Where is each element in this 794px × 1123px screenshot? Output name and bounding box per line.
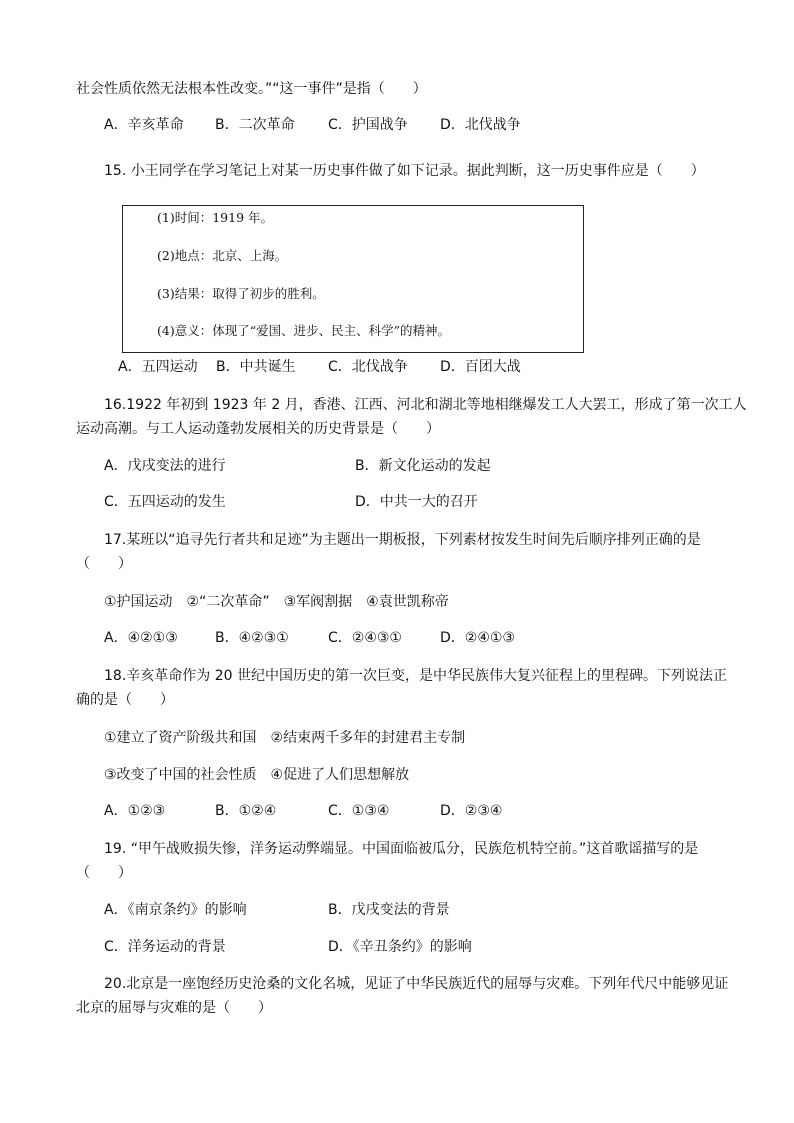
q14-option-c: C．护国战争	[328, 117, 408, 133]
q18-stem-line2: 确的是（ ）	[76, 692, 174, 708]
q19-option-b: B．戊戌变法的背景	[328, 902, 450, 918]
q16-option-a: A．戊戌变法的进行	[104, 458, 226, 474]
q15-option-c: C．北伐战争	[328, 359, 408, 375]
q18-option-d: D．②③④	[440, 803, 503, 819]
q17-items: ①护国运动 ②“二次革命” ③军阀割据 ④袁世凯称帝	[104, 594, 449, 610]
q15-note-box	[122, 205, 584, 353]
q16-stem-line2: 运动高潮。与工人运动蓬勃发展相关的历史背景是（ ）	[76, 421, 440, 437]
q17-option-d: D．②④①③	[440, 630, 515, 646]
q15-option-d: D．百团大战	[440, 359, 521, 375]
q17-stem-line2: （ ）	[76, 556, 132, 572]
q18-option-c: C．①③④	[328, 803, 390, 819]
q20-stem-line1: 20.北京是一座饱经历史沧桑的文化名城，见证了中华民族近代的屈辱与灾难。下列年代尺中能够见证	[104, 976, 729, 992]
q16-option-d: D．中共一大的召开	[355, 494, 478, 510]
q15-note-place: (2)地点：北京、上海。	[157, 248, 288, 263]
q15-note-time: (1)时间：1919 年。	[157, 210, 273, 225]
q16-option-c: C．五四运动的发生	[104, 494, 226, 510]
q14-stem-tail: 社会性质依然无法根本性改变。”“这一事件”是指（ ）	[76, 81, 427, 97]
q18-option-a: A．①②③	[104, 803, 166, 819]
q19-option-a: A．《南京条约》的影响	[104, 902, 247, 918]
q19-stem-line2: （ ）	[76, 865, 132, 881]
q17-option-c: C．②④③①	[328, 630, 402, 646]
q15-stem: 15. 小王同学在学习笔记上对某一历史事件做了如下记录。据此判断，这一历史事件应是（ ）	[104, 163, 705, 179]
q17-option-a: A．④②①③	[104, 630, 178, 646]
q14-option-d: D．北伐战争	[440, 117, 521, 133]
q15-note-meaning: (4)意义：体现了“爱国、进步、民主、科学”的精神。	[157, 323, 450, 338]
q19-option-c: C．洋务运动的背景	[104, 939, 226, 955]
q17-option-b: B．④②③①	[215, 630, 289, 646]
q18-items-line1: ①建立了资产阶级共和国 ②结束两千多年的封建君主专制	[104, 730, 466, 746]
q18-stem-line1: 18.辛亥革命作为 20 世纪中国历史的第一次巨变，是中华民族伟大复兴征程上的里程碑。下列说法正	[104, 668, 727, 684]
q19-stem-line1: 19. “甲午战败损失惨，洋务运动弊端显。中国面临被瓜分，民族危机特空前。”这首歌谣描写的是	[104, 841, 699, 857]
q14-option-b: B．二次革命	[215, 117, 295, 133]
q18-items-line2: ③改变了中国的社会性质 ④促进了人们思想解放	[104, 767, 410, 783]
q15-option-a: A．五四运动	[118, 359, 198, 375]
q20-stem-line2: 北京的屈辱与灾难的是（ ）	[76, 1000, 272, 1016]
q17-stem-line1: 17.某班以“追寻先行者共和足迹”为主题出一期板报，下列素材按发生时间先后顺序排列正确的是	[104, 532, 701, 548]
q16-option-b: B．新文化运动的发起	[355, 458, 491, 474]
q18-option-b: B．①②④	[215, 803, 277, 819]
q19-option-d: D．《辛丑条约》的影响	[328, 939, 472, 955]
q14-option-a: A．辛亥革命	[104, 117, 184, 133]
q15-note-result: (3)结果：取得了初步的胜利。	[157, 286, 325, 301]
q16-stem-line1: 16.1922 年初到 1923 年 2 月，香港、江西、河北和湖北等地相继爆发工人大罢工，形成了第一次工人	[104, 397, 747, 413]
q15-option-b: B．中共诞生	[216, 359, 296, 375]
